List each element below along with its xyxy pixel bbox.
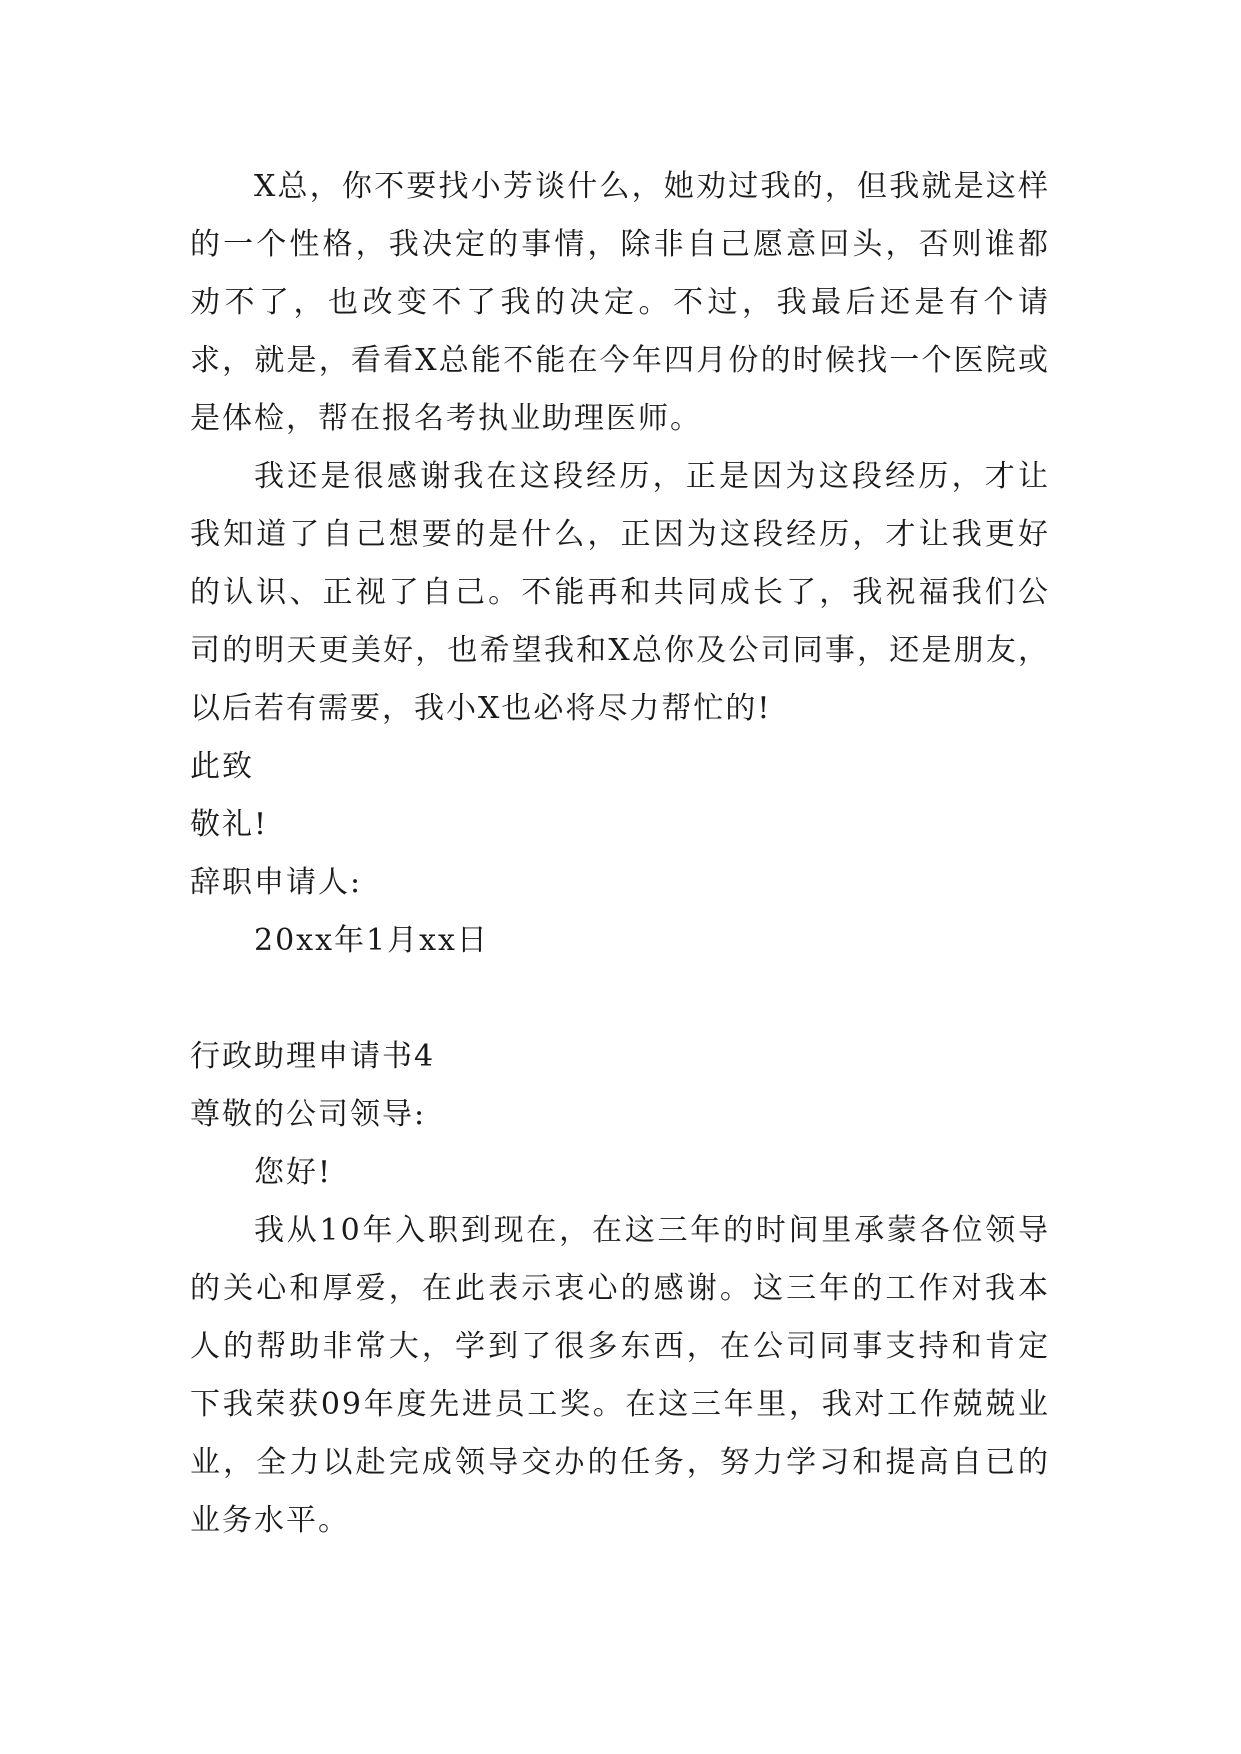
closing-jing-li: 敬礼! [190, 807, 269, 842]
second-letter-header [190, 1028, 1050, 1202]
paragraph-3-block [190, 1202, 1050, 1550]
signature-label: 辞职申请人: [190, 865, 363, 900]
closing-ci-zhi: 此致 [190, 749, 254, 784]
paragraph-2-block [190, 448, 1050, 738]
section-title: 行政助理申请书4 [190, 1039, 436, 1074]
paragraph-2: 我还是很感谢我在这段经历，正是因为这段经历，才让我知道了自己想要的是什么，正因为这段经历，才让我更好的认识、正视了自己。不能再和共同成长了，我祝福我们公司的明天更美好，也希望我和X总你及公司同事，还是朋友，以后若有需要，我小X也必将尽力帮忙的! [190, 459, 1050, 726]
closing-block [190, 738, 1050, 970]
paragraph-1-block [190, 158, 1050, 448]
paragraph-1: X总，你不要找小芳谈什么，她劝过我的，但我就是这样的一个性格，我决定的事情，除非自己愿意回头，否则谁都劝不了，也改变不了我的决定。不过，我最后还是有个请求，就是，看看X总能不能在今年四月份的时候找一个医院或是体检，帮在报名考执业助理医师。 [190, 169, 1050, 436]
greeting: 您好! [254, 1155, 333, 1190]
salutation: 尊敬的公司领导: [190, 1097, 427, 1132]
letter-date: 20xx年1月xx日 [254, 923, 489, 958]
paragraph-3: 我从10年入职到现在，在这三年的时间里承蒙各位领导的关心和厚爱，在此表示衷心的感谢。这三年的工作对我本人的帮助非常大，学到了很多东西，在公司同事支持和肯定下我荣获09年度先进员工奖。在这三年里，我对工作兢兢业业，全力以赴完成领导交办的任务，努力学习和提高自已的业务水平。 [190, 1213, 1050, 1538]
